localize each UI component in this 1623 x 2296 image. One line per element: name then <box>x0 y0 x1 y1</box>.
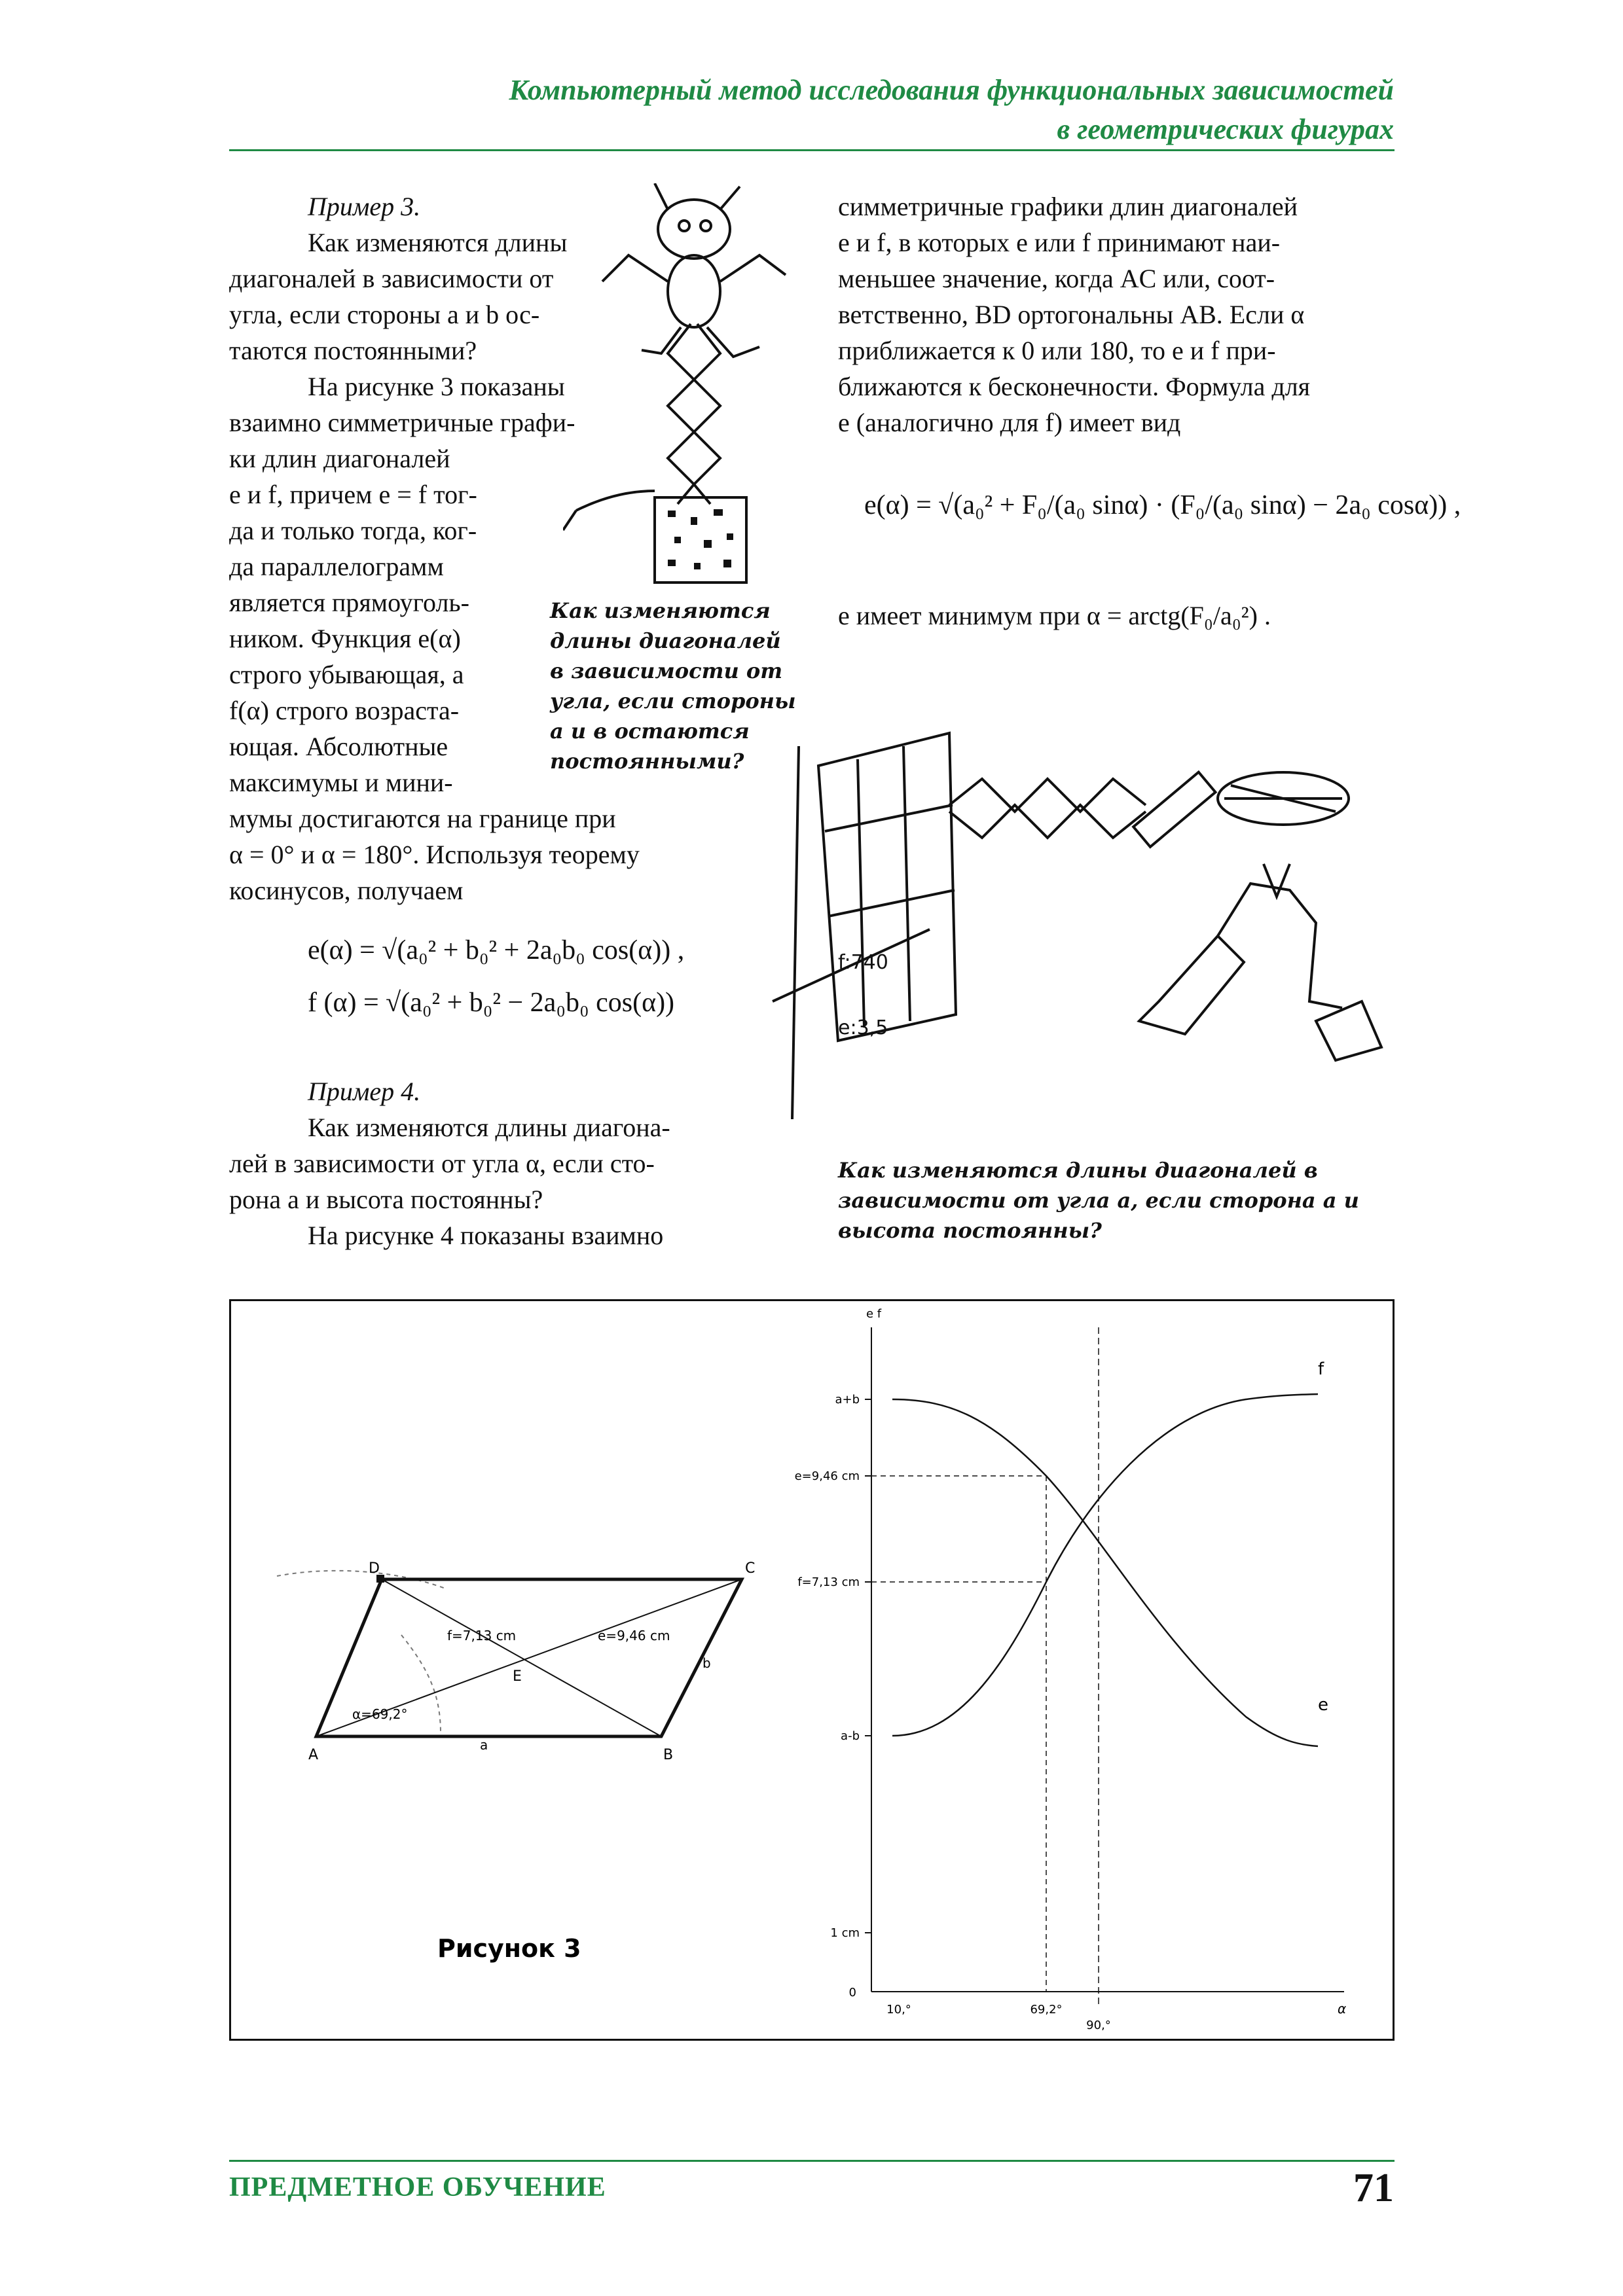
curve-e-label: e <box>1318 1695 1328 1715</box>
example3-question: Как изменяются длины диагоналей в зависимости от угла, если стороны a и b ос- таются постоянными? <box>229 228 568 365</box>
y-tick-a-minus-b: a-b <box>841 1729 860 1743</box>
figure-caption: Рисунок 3 <box>437 1934 581 1963</box>
x-tick-0: 0 <box>848 1986 856 2000</box>
y-tick-1cm: 1 cm <box>830 1926 860 1940</box>
header-rule <box>229 149 1395 151</box>
formula-e: e(α) = √(a₀² + b₀² + 2a₀b₀ cos(α)) , <box>308 935 685 965</box>
svg-text:e:3,5: e:3,5 <box>838 1016 888 1039</box>
label-e-length: e=9,46 cm <box>598 1628 670 1643</box>
handwritten-note-1: Как изменяются длины диагоналей в зависимости от угла, если стороны а и в остаются постоянными? <box>550 598 796 774</box>
y-tick-a-plus-b: a+b <box>835 1393 860 1407</box>
figure-3-svg <box>231 1301 1393 2039</box>
cartoon-board-person <box>766 726 1395 1119</box>
label-D: D <box>369 1560 380 1577</box>
label-E: E <box>513 1668 522 1685</box>
handwritten-note-2: Как изменяются длины диагоналей в зависимости от угла а, если сторона а и высота постоянны? <box>838 1158 1359 1243</box>
footer-section: ПРЕДМЕТНОЕ ОБУЧЕНИЕ <box>229 2172 606 2202</box>
running-header-line1: Компьютерный метод исследования функциональных зависимостей <box>509 74 1394 106</box>
example4-body: Как изменяются длины диагона- лей в зависимости от угла α, если сто- рона a и высота постоянны? На рисунке 4 показаны взаимно <box>229 1113 670 1250</box>
formula-e-alpha: e(α) = √(a₀² + F₀/(a₀ sinα) · (F₀/(a₀ sinα) − 2a₀ cosα)) , <box>864 490 1461 520</box>
svg-text:f:740: f:740 <box>838 951 888 974</box>
graph-y-axis-label: e f <box>866 1307 882 1321</box>
curve-f-label: f <box>1318 1359 1324 1379</box>
minimum-text: e имеет минимум при α = arctg(F₀/a₀²) . <box>838 601 1271 630</box>
x-tick-10: 10,° <box>886 2003 911 2017</box>
label-angle: α=69,2° <box>352 1706 408 1722</box>
y-tick-e-value: e=9,46 cm <box>794 1469 860 1483</box>
right-column-text: симметричные графики длин диагоналей e и f, в которых e или f принимают наи- меньшее значение, когда AC или, соот- ветственно, BD ортогональны AB. Если α приближается к 0 или 180, то e и f при- ближаются к бесконечности. Формула для e (аналогично для f) имеет вид <box>838 192 1311 437</box>
x-tick-90: 90,° <box>1086 2018 1111 2032</box>
curve-e <box>892 1399 1318 1746</box>
label-A: A <box>308 1747 319 1763</box>
x-axis-alpha: α <box>1338 2001 1347 2017</box>
x-tick-69: 69,2° <box>1030 2003 1063 2017</box>
parallelogram <box>277 1560 755 1763</box>
label-C: C <box>745 1560 756 1577</box>
diagonal-f <box>382 1579 661 1736</box>
label-side-a: a <box>480 1737 488 1753</box>
cartoon-spring-creature <box>563 183 825 589</box>
page-number: 71 <box>1353 2166 1394 2210</box>
diagonal-graph <box>795 1307 1347 2032</box>
label-B: B <box>663 1747 674 1763</box>
running-header-line2: в геометрических фигурах <box>1057 113 1394 145</box>
running-header <box>150 71 1394 149</box>
example3-body: На рисунке 3 показаны взаимно симметричные графи- ки длин диагоналей e и f, причем e = f тог- да и только тогда, ког- да параллелограмм является прямоуголь- ником. Функция e(α) строго убывающая, а f(α) строго возраста- ющая. Абсолютные максимумы и мини- мумы достигаются на границе при α = 0° и α = 180°. Используя теорему косинусов, получаем <box>229 372 640 905</box>
formula-f: f (α) = √(a₀² + b₀² − 2a₀b₀ cos(α)) <box>308 988 675 1018</box>
example3-title: Пример 3. <box>308 192 421 221</box>
y-tick-f-value: f=7,13 cm <box>797 1575 860 1589</box>
label-side-b: b <box>702 1655 711 1671</box>
example4-title: Пример 4. <box>308 1077 421 1106</box>
curve-f <box>892 1394 1318 1736</box>
figure-3-frame <box>229 1299 1395 2041</box>
label-f-length: f=7,13 cm <box>447 1628 517 1643</box>
footer-rule <box>229 2160 1395 2162</box>
